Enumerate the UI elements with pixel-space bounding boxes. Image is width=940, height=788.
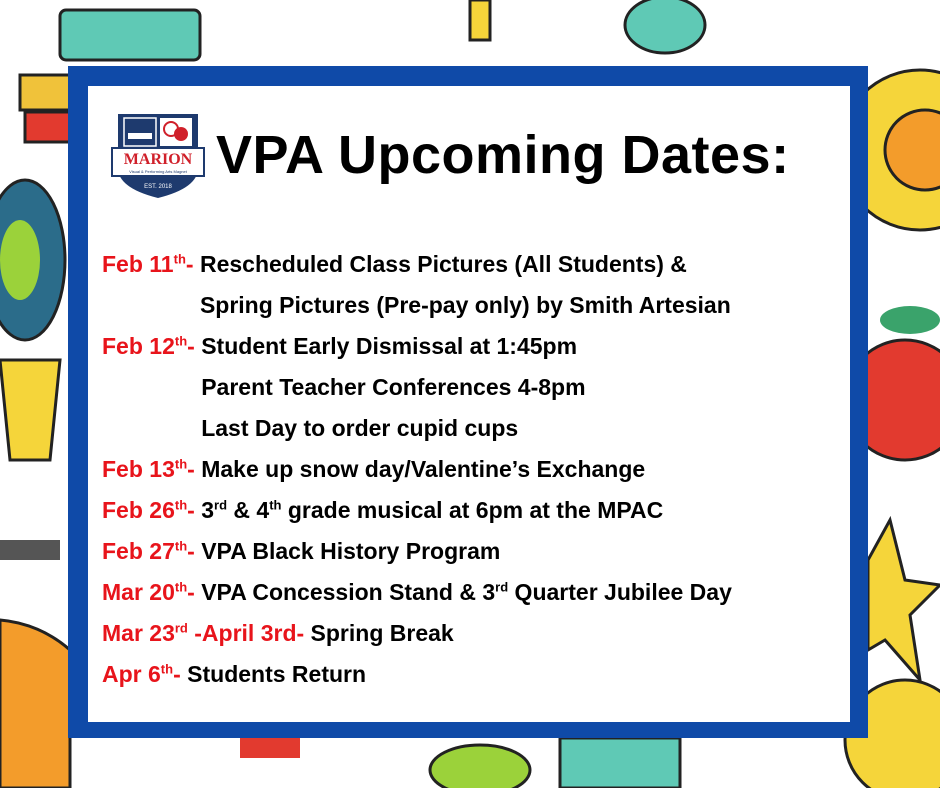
description-text: Spring Break: [310, 620, 454, 646]
date-text: Feb 11: [102, 251, 174, 277]
event-description: [201, 415, 518, 441]
svg-text:EST. 2018: EST. 2018: [144, 184, 172, 190]
leaf-icon: [0, 180, 65, 340]
date-dash: -: [187, 538, 195, 564]
date-text: Mar 20: [102, 579, 175, 605]
description-text: Student Early Dismissal at 1:45pm: [201, 333, 578, 359]
date-suffix: th: [174, 538, 188, 554]
event-row: [102, 449, 732, 490]
event-row: [102, 408, 732, 449]
event-date: [102, 449, 195, 490]
event-description: [201, 579, 732, 605]
date-suffix: th: [174, 333, 188, 349]
event-date: [102, 613, 304, 654]
description-text: 3: [201, 497, 215, 523]
svg-text:MARION: MARION: [123, 151, 193, 168]
page-title: VPA Upcoming Dates:: [216, 125, 790, 185]
description-text: Rescheduled Class Pictures (All Students) &: [199, 251, 687, 277]
event-row: [102, 531, 732, 572]
event-row: [102, 326, 732, 367]
event-description: [201, 497, 663, 523]
event-list: [102, 244, 732, 695]
indent-spacer: [102, 394, 195, 395]
ordinal-suffix: rd: [214, 497, 228, 513]
description-text: Spring Pictures (Pre-pay only) by Smith Artesian: [199, 292, 731, 318]
date-dash: -: [173, 661, 181, 687]
pencil-icon: [470, 0, 490, 40]
date-dash: -: [187, 456, 195, 482]
event-description: [201, 333, 577, 359]
indent-spacer: [102, 312, 194, 313]
date-text: Feb 13: [102, 456, 175, 482]
description-text: Quarter Jubilee Day: [508, 579, 732, 605]
date-suffix: th: [174, 497, 188, 513]
description-text: & 4: [227, 497, 270, 523]
date-dash: -: [185, 251, 194, 277]
svg-text:Visual & Performing Arts Magne: Visual & Performing Arts Magnet: [129, 169, 187, 174]
top-apple-icon: [625, 0, 705, 53]
date-suffix: th: [174, 456, 188, 472]
date-suffix: th: [173, 251, 186, 267]
date-text: Feb 27: [102, 538, 175, 564]
event-row: [102, 613, 732, 654]
date-dash: -April 3rd-: [187, 620, 305, 646]
date-dash: -: [187, 333, 195, 359]
description-text: Make up snow day/Valentine’s Exchange: [201, 456, 646, 482]
event-date: [102, 572, 195, 613]
event-date: [102, 326, 195, 367]
description-text: VPA Concession Stand & 3: [201, 579, 496, 605]
event-row: [102, 244, 732, 285]
event-row: [102, 572, 732, 613]
date-suffix: rd: [174, 620, 188, 636]
event-date: [102, 490, 195, 531]
protractor-icon: [0, 620, 70, 788]
event-description: [200, 251, 687, 277]
event-description: [201, 456, 645, 482]
event-row: [102, 367, 732, 408]
trophy-icon: [0, 360, 60, 560]
description-text: Parent Teacher Conferences 4-8pm: [201, 374, 586, 400]
event-description: [200, 292, 731, 318]
event-description: [201, 538, 500, 564]
date-text: Feb 26: [102, 497, 175, 523]
event-date: [102, 531, 195, 572]
date-suffix: th: [174, 579, 188, 595]
event-date: [102, 244, 194, 285]
event-description: [311, 620, 454, 646]
event-row: [102, 490, 732, 531]
date-text: Mar 23: [102, 620, 175, 646]
event-description: [201, 374, 585, 400]
bottom-doodles: [240, 738, 680, 788]
date-text: Apr 6: [102, 661, 161, 687]
description-text: VPA Black History Program: [201, 538, 501, 564]
flyer-frame: [68, 66, 868, 738]
description-text: grade musical at 6pm at the MPAC: [281, 497, 664, 523]
event-row: [102, 654, 732, 695]
flyer-content: [88, 86, 850, 722]
date-dash: -: [187, 497, 195, 523]
star-icon: [868, 520, 940, 680]
ordinal-suffix: rd: [495, 579, 509, 595]
description-text: Last Day to order cupid cups: [201, 415, 519, 441]
event-row: [102, 285, 732, 326]
description-text: Students Return: [187, 661, 367, 687]
event-description: [187, 661, 366, 687]
marion-school-logo: [110, 108, 206, 200]
ordinal-suffix: th: [269, 497, 282, 513]
indent-spacer: [102, 435, 195, 436]
date-suffix: th: [160, 661, 174, 677]
date-dash: -: [187, 579, 195, 605]
event-date: [102, 654, 181, 695]
date-text: Feb 12: [102, 333, 175, 359]
